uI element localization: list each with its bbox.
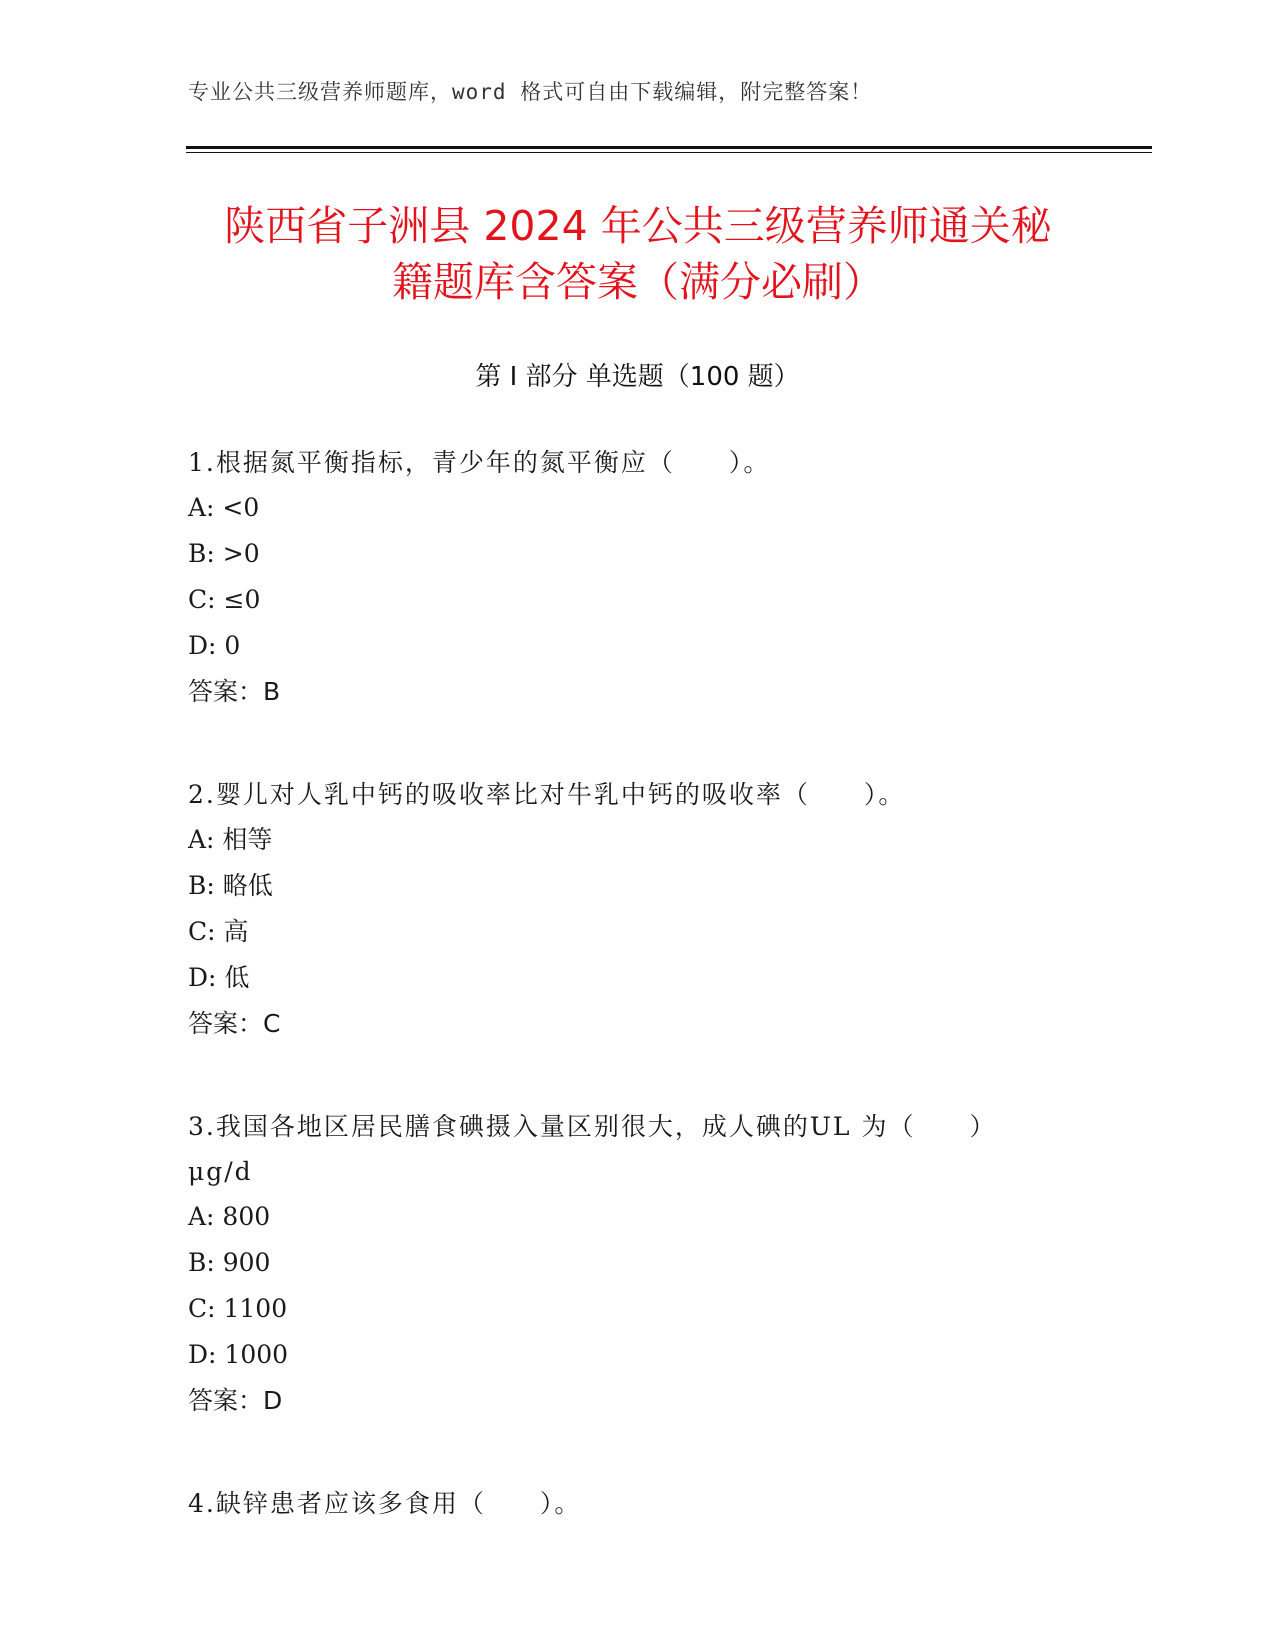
- option-d: D: 1000: [188, 1340, 289, 1369]
- question-stem-unit: μg/d: [188, 1157, 253, 1186]
- option-b: B: >0: [188, 539, 260, 568]
- question-spacer: [188, 1424, 1108, 1481]
- answer: 答案：C: [188, 1009, 281, 1038]
- section-title: 第 I 部分 单选题（100 题）: [475, 362, 800, 392]
- question-2: [188, 772, 1108, 1047]
- option-c: C: 高: [188, 917, 249, 946]
- option-a: A: <0: [188, 493, 260, 522]
- option-b: B: 略低: [188, 871, 273, 900]
- question-4: [188, 1481, 1108, 1526]
- option-b: B: 900: [188, 1248, 271, 1277]
- document-title-line-1: 陕西省子洲县 2024 年公共三级营养师通关秘: [224, 202, 1052, 250]
- question-stem: 3.我国各地区居民膳食碘摄入量区别很大，成人碘的UL 为（ ）: [188, 1112, 997, 1141]
- question-spacer: [188, 1047, 1108, 1104]
- question-3: [188, 1104, 1108, 1424]
- header-rule-thick: [186, 146, 1152, 149]
- question-stem: 1.根据氮平衡指标，青少年的氮平衡应（ ）。: [188, 448, 771, 477]
- answer: 答案：D: [188, 1386, 283, 1415]
- answer: 答案：B: [188, 677, 281, 706]
- question-spacer: [188, 715, 1108, 772]
- option-a: A: 相等: [188, 825, 273, 854]
- header-rule-thin: [186, 152, 1152, 153]
- question-stem: 2.婴儿对人乳中钙的吸收率比对牛乳中钙的吸收率（ ）。: [188, 780, 906, 809]
- option-c: C: 1100: [188, 1294, 288, 1323]
- option-d: D: 0: [188, 631, 241, 660]
- option-d: D: 低: [188, 963, 250, 992]
- option-a: A: 800: [188, 1202, 271, 1231]
- document-title-line-2: 籍题库含答案（满分必刷）: [392, 258, 884, 306]
- page-header-note: 专业公共三级营养师题库，word 格式可自由下载编辑，附完整答案！: [188, 80, 873, 104]
- question-1: [188, 440, 1108, 715]
- option-c: C: ≤0: [188, 585, 261, 614]
- question-stem: 4.缺锌患者应该多食用（ ）。: [188, 1489, 582, 1518]
- document-title: [188, 198, 1088, 310]
- question-list: [188, 440, 1108, 1526]
